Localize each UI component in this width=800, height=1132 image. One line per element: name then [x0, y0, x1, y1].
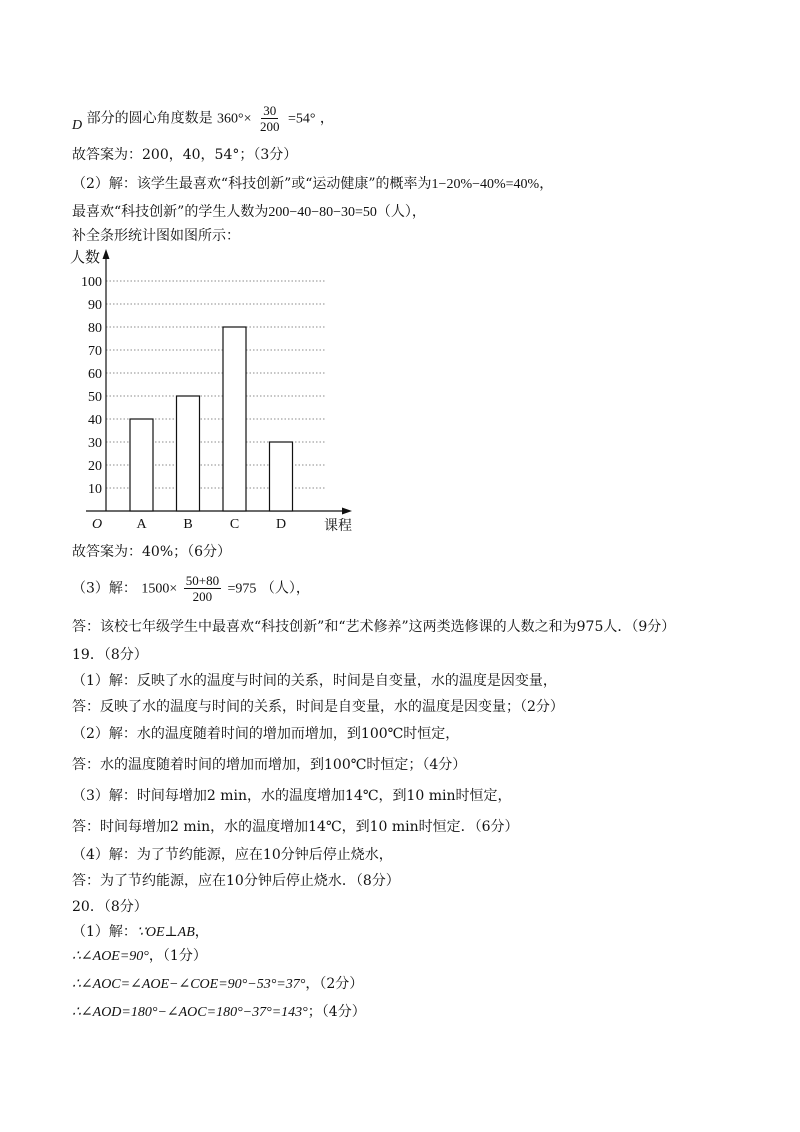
q20-step-1-expr: ∵OE⊥AB [136, 925, 195, 940]
q20-step-2-expr: ∴∠AOE=90° [72, 949, 149, 964]
part2-text: （2）解：该学生最喜欢“科技创新”或“运动健康”的概率为 [72, 176, 432, 192]
x-category-label: D [275, 517, 287, 532]
y-tick-label: 10 [88, 482, 102, 497]
q20-step-3-score: ，（2分） [305, 976, 364, 992]
bar-B [177, 396, 200, 511]
q19-part4-solution: （4）解：为了节约能源，应在10分钟后停止烧水， [72, 847, 393, 863]
q19-part3-solution: （3）解：时间每增加2 min，水的温度增加14℃，到10 min时恒定， [72, 788, 512, 804]
q20-step-4-score: ；（4分） [307, 1004, 366, 1020]
y-tick-label: 50 [88, 390, 102, 405]
origin-label: O [92, 517, 103, 532]
d-angle-text: 部分的圆心角度数是 [86, 110, 213, 127]
part3-fraction [184, 573, 221, 604]
part3-solution-line [72, 573, 310, 604]
bar-C [223, 327, 246, 511]
x-category-label: B [183, 517, 193, 532]
y-tick-label: 30 [88, 436, 102, 451]
q19-part2-answer: 答：水的温度随着时间的增加而增加，到100℃时恒定；（4分） [72, 757, 467, 773]
part3-unit: （人）， [260, 580, 310, 597]
y-tick-label: 80 [88, 321, 102, 336]
q20-step-2 [72, 946, 207, 967]
bar-A [130, 419, 153, 511]
y-axis-label: 人数 [70, 250, 101, 266]
part3-expr-a: 1500× [141, 581, 178, 597]
fraction-numerator: 50+80 [185, 573, 220, 588]
d-angle-line [72, 103, 334, 134]
q20-step-1-text: （1）解： [72, 924, 137, 940]
fraction-numerator: 30 [263, 103, 277, 118]
q19-part3-answer: 答：时间每增加2 min，水的温度增加14℃，到10 min时恒定．（6分） [72, 819, 519, 835]
x-axis-arrow [342, 508, 352, 515]
q19-part1-solution: （1）解：反映了水的温度与时间的关系，时间是自变量，水的温度是因变量， [72, 673, 557, 689]
q20-step-3 [72, 974, 363, 995]
punct: ， [319, 110, 334, 127]
part3-text: （3）解： [72, 580, 137, 597]
part2-solution-line [72, 174, 553, 195]
bar-chart [68, 245, 368, 537]
chart-labels [70, 249, 352, 534]
tech-count-text: 最喜欢“科技创新”的学生人数为 [72, 204, 269, 220]
part2-expr: 1−20%−40%=40% [431, 177, 540, 192]
q19-part1-answer: 答：反映了水的温度与时间的关系，时间是自变量，水的温度是因变量；（2分） [72, 699, 564, 715]
y-tick-label: 60 [88, 367, 102, 382]
y-tick-label: 90 [88, 298, 102, 313]
q20-step-1 [72, 922, 209, 943]
q20-step-3-expr: ∴∠AOC=∠AOE−∠COE=90°−53°=37° [72, 977, 306, 992]
answer-line-3: 答：该校七年级学生中最喜欢“科技创新”和“艺术修养”这两类选修课的人数之和为975人．（9分） [72, 619, 676, 635]
y-tick-label: 100 [81, 275, 102, 290]
tech-count-expr: 200−40−80−30=50 [268, 205, 377, 220]
chart-axes [86, 249, 352, 515]
punct: ， [539, 176, 554, 192]
punct: ， [194, 924, 209, 940]
x-category-label: A [136, 517, 147, 532]
q20-step-4 [72, 1002, 366, 1023]
d-angle-fraction [258, 103, 282, 134]
fraction-denominator: 200 [259, 119, 280, 134]
x-axis-label: 课程 [324, 519, 352, 534]
fraction-denominator: 200 [192, 589, 213, 604]
q19-part2-solution: （2）解：水的温度随着时间的增加而增加，到100℃时恒定， [72, 726, 460, 742]
y-tick-label: 70 [88, 344, 102, 359]
part3-expr-b: =975 [227, 581, 257, 597]
q20-step-2-score: ，（1分） [148, 948, 207, 964]
q20-step-4-expr: ∴∠AOD=180°−∠AOC=180°−37°=143° [72, 1005, 308, 1020]
tech-count-unit: （人）， [376, 204, 426, 220]
d-label: D [72, 117, 83, 133]
q19-part4-answer: 答：为了节约能源，应在10分钟后停止烧水．（8分） [72, 873, 400, 889]
tech-count-line [72, 202, 426, 223]
answer-line-1: 故答案为：200，40，54°；（3分） [72, 147, 298, 163]
bar-D [270, 442, 293, 511]
y-tick-label: 40 [88, 413, 102, 428]
x-category-label: C [229, 517, 240, 532]
y-axis-arrow [103, 249, 110, 259]
question-20-heading: 20．（8分） [72, 899, 148, 915]
d-angle-expr-a: 360°× [217, 111, 252, 127]
question-19-heading: 19．（8分） [72, 647, 148, 663]
d-angle-expr-b: =54° [287, 111, 316, 127]
answer-line-2: 故答案为：40%；（6分） [72, 544, 232, 560]
y-tick-label: 20 [88, 459, 102, 474]
chart-intro-line: 补全条形统计图如图所示： [72, 228, 240, 244]
